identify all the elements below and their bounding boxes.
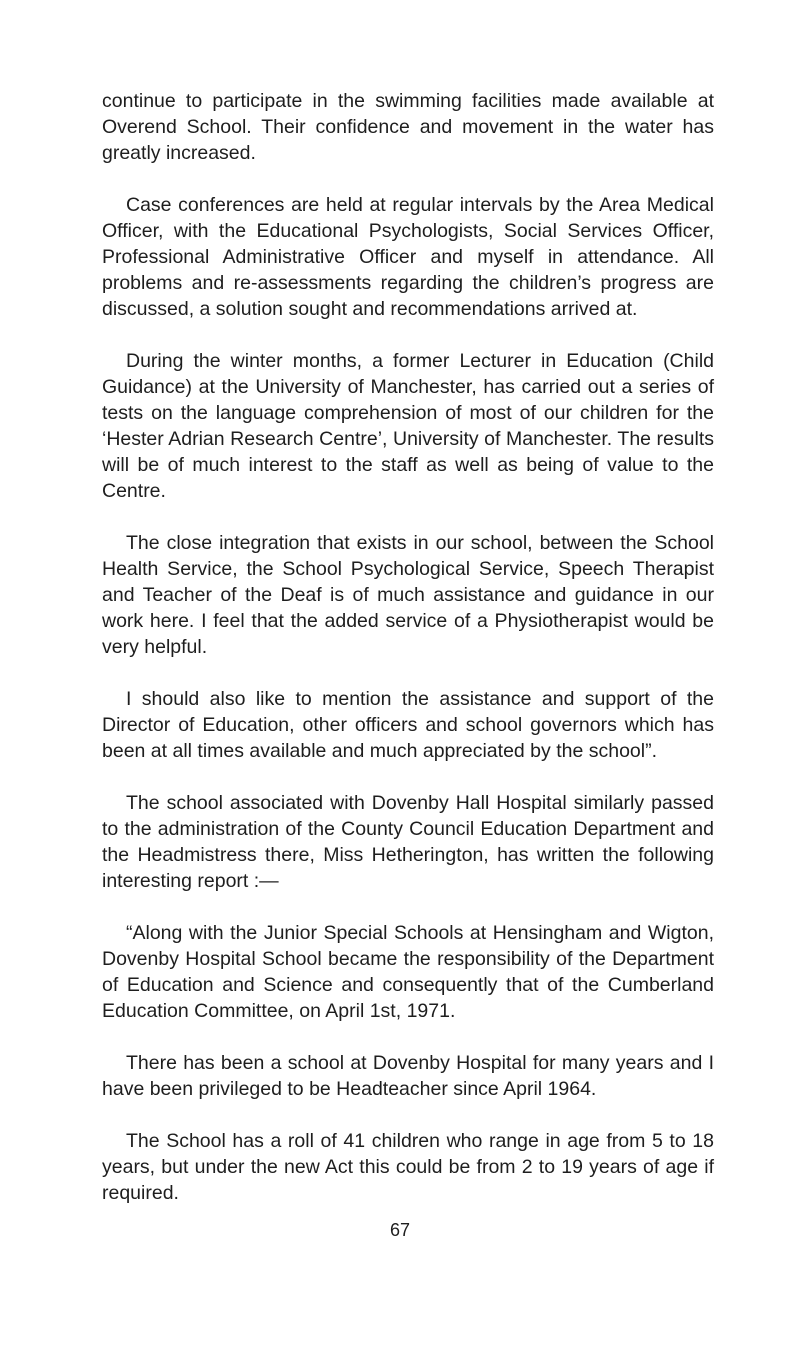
paragraph-headteacher: There has been a school at Dovenby Hospital for many years and I have been privileged to be Headteacher since April 1964. (102, 1052, 714, 1100)
paragraph-junior-special-schools: “Along with the Junior Special Schools at Hensingham and Wigton, Dovenby Hospital School became the responsibility of the Department of Education and Science and consequently that of the Cumberland Education Committee, on April 1st, 1971. (102, 922, 714, 1022)
paragraph-swimming: continue to participate in the swimming facilities made available at Overend School. Their confidence and movement in the water has greatly increased. (102, 90, 714, 164)
paragraph-dovenby-intro: The school associated with Dovenby Hall Hospital similarly passed to the administration of the County Council Education Department and the Headmistress there, Miss Hetherington, has written the following interesting report :— (102, 792, 714, 892)
paragraph-acknowledgement: I should also like to mention the assistance and support of the Director of Education, other officers and school governors which has been at all times available and much appreciated by the school”. (102, 688, 714, 762)
paragraph-school-roll: The School has a roll of 41 children who range in age from 5 to 18 years, but under the new Act this could be from 2 to 19 years of age if required. (102, 1130, 714, 1204)
document-page (102, 88, 714, 1232)
page-number: 67 (389, 1220, 411, 1240)
paragraph-integration: The close integration that exists in our school, between the School Health Service, the School Psychological Service, Speech Therapist and Teacher of the Deaf is of much assistance and guidance in our work here. I feel that the added service of a Physiotherapist would be very helpful. (102, 532, 714, 658)
paragraph-language-tests: During the winter months, a former Lecturer in Education (Child Guidance) at the University of Manchester, has carried out a series of tests on the language comprehension of most of our children for the ‘Hester Adrian Research Centre’, University of Manchester. The results will be of much interest to the staff as well as being of value to the Centre. (102, 350, 714, 502)
paragraph-case-conferences: Case conferences are held at regular intervals by the Area Medical Officer, with the Educational Psychologists, Social Services Officer, Professional Administrative Officer and myself in attendance. All problems and re-assessments regarding the children’s progress are discussed, a solution sought and recommendations arrived at. (102, 194, 714, 320)
